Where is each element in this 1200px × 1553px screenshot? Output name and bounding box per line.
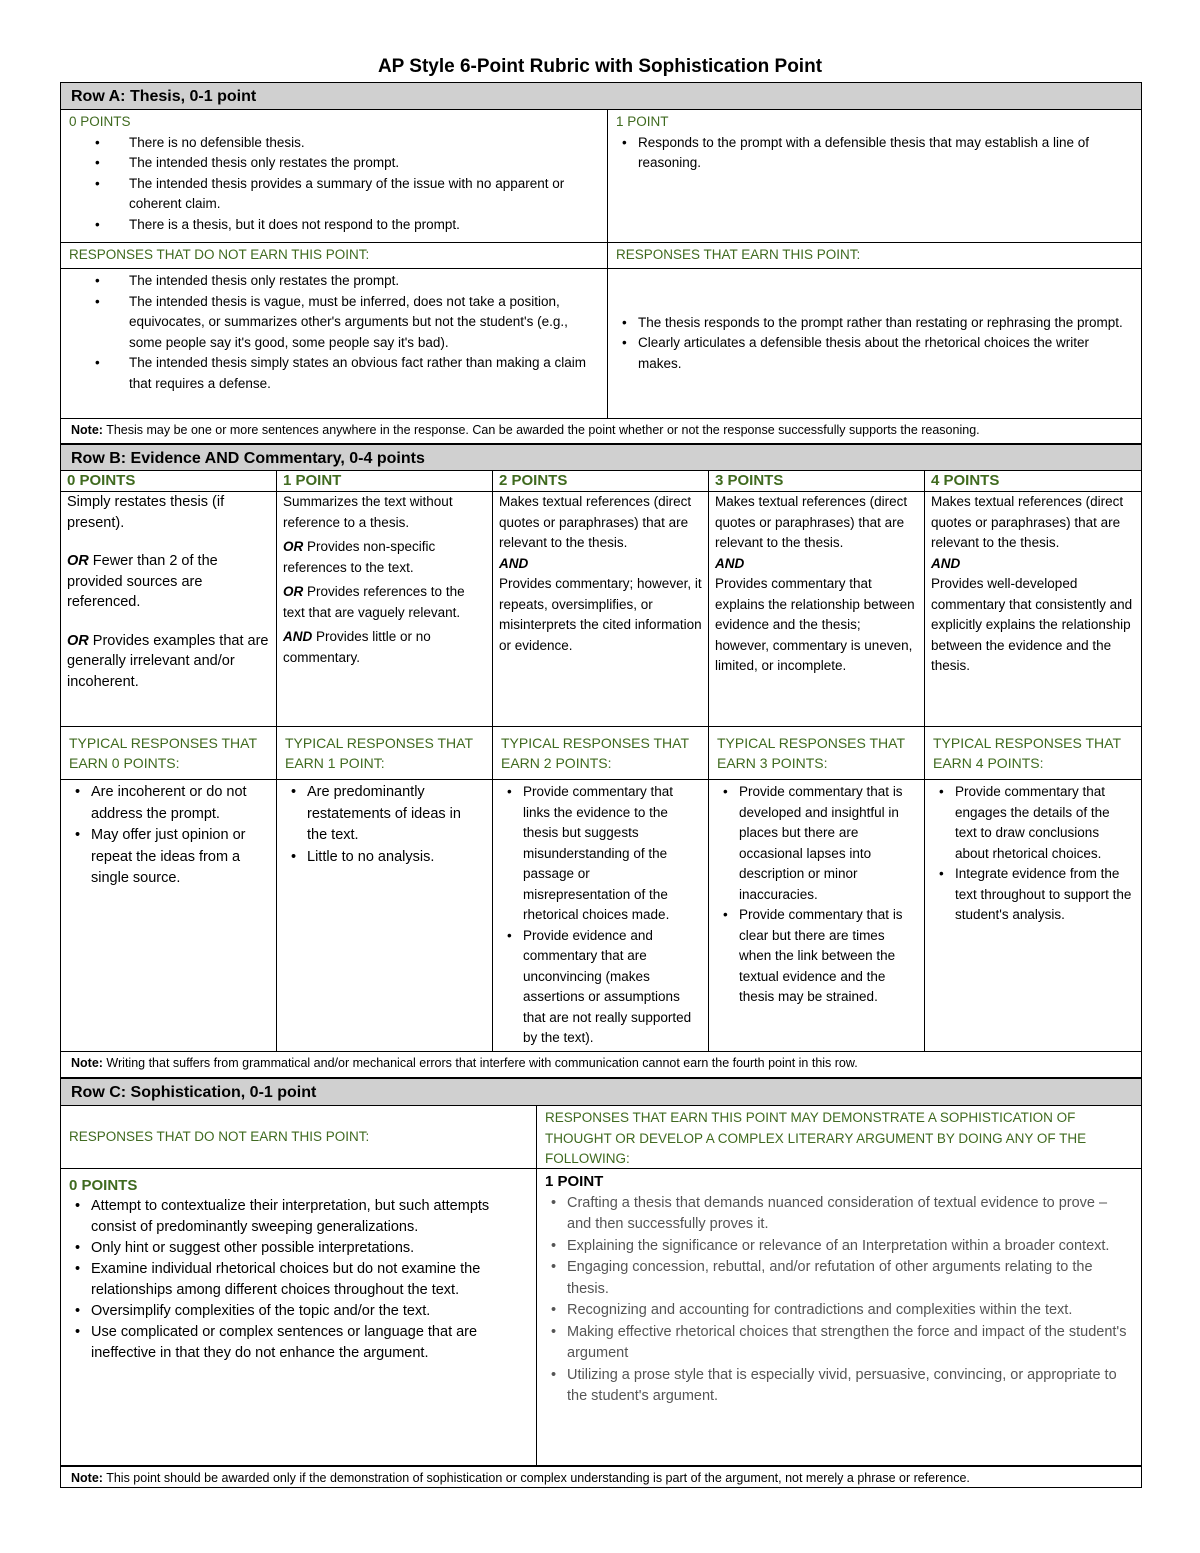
list-item: • Integrate evidence from the text throughout to support the student's analysis. bbox=[933, 864, 1133, 926]
list-item: • Are incoherent or do not address the prompt. bbox=[69, 782, 268, 825]
row-b-typical-label: TYPICAL RESPONSES THAT EARN 2 POINTS: bbox=[501, 734, 689, 771]
row-b-typical-label: TYPICAL RESPONSES THAT EARN 0 POINTS: bbox=[69, 734, 257, 771]
page-title: AP Style 6-Point Rubric with Sophistication Point bbox=[377, 56, 823, 77]
list-item: • The intended thesis is vague, must be inferred, does not take a position, equivocates, or summarizes other's arguments but not the student's (e.g., some people say it's good, some people say it's bad). bbox=[69, 292, 599, 354]
row-c-section bbox=[60, 1078, 1142, 1488]
row-b-desc-cell bbox=[493, 471, 709, 727]
row-b-note-label: Note: bbox=[71, 1056, 103, 1070]
connector-word: AND bbox=[715, 555, 745, 571]
list-item: • Oversimplify complexities of the topic and/or the text. bbox=[69, 1301, 528, 1322]
row-b-desc-text: OR Provides non-specific references to the text. bbox=[283, 539, 436, 575]
row-b-typical-cell bbox=[709, 727, 925, 780]
row-b-desc-text bbox=[499, 554, 702, 575]
connector-word: OR bbox=[67, 632, 89, 649]
row-b-bullets-cell bbox=[277, 780, 493, 1051]
row-b-grid bbox=[61, 471, 1141, 1052]
row-a-note-label: Note: bbox=[71, 423, 103, 437]
row-b-bullets-cell bbox=[709, 780, 925, 1051]
row-b-points-label: 1 POINT bbox=[277, 471, 492, 492]
connector-word: OR bbox=[67, 553, 89, 569]
list-item: • May offer just opinion or repeat the ideas from a single source. bbox=[69, 825, 268, 890]
row-c-earn-label: RESPONSES THAT EARN THIS POINT MAY DEMONSTRATE A SOPHISTICATION OF THOUGHT OR DEVELOP A COMPLEX LITERARY ARGUMENT BY DOING ANY OF THE FOLLOWING: bbox=[545, 1110, 1087, 1166]
row-b-desc-cell bbox=[277, 471, 493, 727]
row-b-desc-text: OR Provides references to the text that are vaguely relevant. bbox=[283, 584, 465, 620]
row-b-bullets-cell bbox=[61, 780, 277, 1051]
row-b-typical-cell bbox=[925, 727, 1141, 780]
row-b-desc-text bbox=[931, 554, 1135, 575]
row-a-note-text: Thesis may be one or more sentences anywhere in the response. Can be awarded the point whether or not the response successfully supports the reasoning. bbox=[102, 423, 980, 437]
list-item: • There is a thesis, but it does not respond to the prompt. bbox=[69, 215, 599, 236]
row-b-desc-text: Provides commentary that explains the relationship between evidence and the thesis; however, commentary is uneven, limited, or incomplete. bbox=[715, 576, 915, 673]
row-c-one-label: 1 POINT bbox=[545, 1173, 604, 1190]
connector-word: AND bbox=[283, 629, 313, 644]
list-item: • The intended thesis provides a summary of the issue with no apparent or coherent claim. bbox=[69, 174, 599, 215]
row-c-zero-cell bbox=[61, 1169, 537, 1466]
row-b-desc-text: Summarizes the text without reference to a thesis. bbox=[283, 494, 453, 530]
row-b-desc-text: Makes textual references (direct quotes or paraphrases) that are relevant to the thesis. bbox=[931, 494, 1124, 550]
list-item: • Provide commentary that engages the details of the text to draw conclusions about rhetorical choices. bbox=[933, 782, 1133, 864]
row-c-note-label: Note: bbox=[71, 1471, 103, 1485]
list-item: • Little to no analysis. bbox=[285, 847, 484, 869]
list-item: • Crafting a thesis that demands nuanced consideration of textual evidence to prove – and then successfully proves it. bbox=[545, 1193, 1133, 1236]
row-c-header: Row C: Sophistication, 0-1 point bbox=[61, 1079, 1141, 1106]
list-item: • Provide commentary that links the evidence to the thesis but suggests misunderstanding of the passage or misrepresentation of the rhetorical choices made. bbox=[501, 782, 700, 926]
row-b-typical-label: TYPICAL RESPONSES THAT EARN 3 POINTS: bbox=[717, 734, 905, 771]
row-c-earn-label-cell bbox=[537, 1106, 1141, 1169]
row-b-bullet-list bbox=[69, 782, 268, 890]
row-b-typical-label: TYPICAL RESPONSES THAT EARN 1 POINT: bbox=[285, 734, 473, 771]
row-b-bullet-list bbox=[501, 782, 700, 1049]
row-b-desc-text: Simply restates thesis (if present). bbox=[67, 494, 225, 531]
row-b-desc-text: OR Provides examples that are generally irrelevant and/or incoherent. bbox=[67, 632, 269, 690]
list-item: • The intended thesis only restates the prompt. bbox=[69, 153, 599, 174]
row-a-one-label: 1 POINT bbox=[616, 114, 669, 129]
row-b-bullets-cell bbox=[493, 780, 709, 1051]
row-a-not-earn-label: RESPONSES THAT DO NOT EARN THIS POINT: bbox=[69, 247, 370, 262]
row-b-bullet-list bbox=[285, 782, 484, 868]
row-b-desc-text: OR Fewer than 2 of the provided sources are referenced. bbox=[67, 553, 218, 610]
connector-word: OR bbox=[283, 584, 304, 599]
row-b-note bbox=[61, 1052, 1141, 1074]
row-b-points-label: 2 POINTS bbox=[493, 471, 708, 492]
row-c-not-earn-label: RESPONSES THAT DO NOT EARN THIS POINT: bbox=[69, 1128, 370, 1144]
list-item: • Provide commentary that is developed and insightful in places but there are occasional lapses into description or minor inaccuracies. bbox=[717, 782, 916, 905]
row-a-zero-label: 0 POINTS bbox=[69, 114, 131, 129]
row-a-section bbox=[60, 82, 1142, 444]
row-a-note bbox=[61, 419, 1141, 441]
row-b-typical-label: TYPICAL RESPONSES THAT EARN 4 POINTS: bbox=[933, 734, 1121, 771]
list-item: • Only hint or suggest other possible interpretations. bbox=[69, 1238, 528, 1259]
row-b-desc-cell bbox=[925, 471, 1141, 727]
row-c-one-list bbox=[545, 1193, 1133, 1408]
row-b-points-label: 4 POINTS bbox=[925, 471, 1141, 492]
list-item: • Provide commentary that is clear but there are times when the link between the textual evidence and the thesis may be strained. bbox=[717, 905, 916, 1008]
row-b-section bbox=[60, 444, 1142, 1078]
row-a-earn-list bbox=[616, 313, 1133, 375]
row-a-not-earn-cell bbox=[61, 269, 608, 419]
list-item: • There is no defensible thesis. bbox=[69, 133, 599, 154]
row-b-note-text: Writing that suffers from grammatical and/or mechanical errors that interfere with communication cannot earn the fourth point in this row. bbox=[102, 1056, 858, 1070]
list-item: • Provide evidence and commentary that are unconvincing (makes assertions or assumptions that are not really supported by the text). bbox=[501, 926, 700, 1049]
row-c-zero-list bbox=[69, 1196, 528, 1364]
list-item: • Are predominantly restatements of ideas in the text. bbox=[285, 782, 484, 847]
row-b-desc-text: Provides commentary; however, it repeats, oversimplifies, or misinterprets the cited information or evidence. bbox=[499, 576, 702, 653]
row-b-points-label: 3 POINTS bbox=[709, 471, 924, 492]
row-c-zero-label: 0 POINTS bbox=[69, 1177, 138, 1194]
list-item: • Clearly articulates a defensible thesis about the rhetorical choices the writer makes. bbox=[616, 333, 1133, 374]
row-b-desc-cell bbox=[61, 471, 277, 727]
row-b-typical-cell bbox=[493, 727, 709, 780]
row-b-desc-text: Makes textual references (direct quotes or paraphrases) that are relevant to the thesis. bbox=[499, 494, 692, 550]
connector-word: OR bbox=[283, 539, 304, 554]
connector-word: AND bbox=[499, 555, 529, 571]
row-c-one-cell bbox=[537, 1169, 1141, 1466]
list-item: • Attempt to contextualize their interpretation, but such attempts consist of predominantly sweeping generalizations. bbox=[69, 1196, 528, 1238]
row-a-header: Row A: Thesis, 0-1 point bbox=[61, 83, 1141, 110]
row-b-desc-text bbox=[715, 554, 918, 575]
list-item: • The thesis responds to the prompt rather than restating or rephrasing the prompt. bbox=[616, 313, 1133, 334]
row-b-desc-text: Makes textual references (direct quotes or paraphrases) that are relevant to the thesis. bbox=[715, 494, 908, 550]
row-a-zero-cell bbox=[61, 110, 608, 243]
row-a-earn-label-cell bbox=[608, 243, 1141, 269]
row-b-typical-cell bbox=[61, 727, 277, 780]
row-b-bullet-list bbox=[933, 782, 1133, 926]
list-item: • Making effective rhetorical choices that strengthen the force and impact of the student's argument bbox=[545, 1322, 1133, 1365]
connector-word: AND bbox=[931, 555, 961, 571]
list-item: • Explaining the significance or relevance of an Interpretation within a broader context. bbox=[545, 1236, 1133, 1258]
list-item: • The intended thesis simply states an obvious fact rather than making a claim that requires a defense. bbox=[69, 353, 599, 394]
list-item: • Use complicated or complex sentences or language that are ineffective in that they do not enhance the argument. bbox=[69, 1322, 528, 1364]
row-c-note bbox=[61, 1466, 1141, 1488]
row-b-bullet-list bbox=[717, 782, 916, 1008]
row-a-zero-list bbox=[69, 133, 599, 236]
row-c-not-earn-label-cell bbox=[61, 1106, 537, 1169]
list-item: • Engaging concession, rebuttal, and/or refutation of other arguments relating to the thesis. bbox=[545, 1257, 1133, 1300]
row-a-one-list bbox=[616, 133, 1133, 174]
list-item: • The intended thesis only restates the prompt. bbox=[69, 271, 599, 292]
row-a-not-earn-label-cell bbox=[61, 243, 608, 269]
list-item: • Responds to the prompt with a defensible thesis that may establish a line of reasoning. bbox=[616, 133, 1133, 174]
row-b-desc-text: Provides well-developed commentary that consistently and explicitly explains the relationship between the evidence and the thesis. bbox=[931, 576, 1133, 673]
row-a-not-earn-list bbox=[69, 271, 599, 394]
list-item: • Utilizing a prose style that is especially vivid, persuasive, convincing, or appropriate to the student's argument. bbox=[545, 1365, 1133, 1408]
row-b-bullets-cell bbox=[925, 780, 1141, 1051]
list-item: • Examine individual rhetorical choices but do not examine the relationships among different choices throughout the text. bbox=[69, 1259, 528, 1301]
row-c-note-text: This point should be awarded only if the demonstration of sophistication or complex understanding is part of the argument, not merely a phrase or reference. bbox=[102, 1471, 970, 1485]
list-item: • Recognizing and accounting for contradictions and complexities within the text. bbox=[545, 1300, 1133, 1322]
row-a-one-cell bbox=[608, 110, 1141, 243]
row-b-points-label: 0 POINTS bbox=[61, 471, 276, 492]
row-b-header: Row B: Evidence AND Commentary, 0-4 points bbox=[61, 444, 1141, 471]
row-a-earn-label: RESPONSES THAT EARN THIS POINT: bbox=[616, 247, 861, 262]
row-a-earn-cell bbox=[608, 269, 1141, 419]
row-b-desc-cell bbox=[709, 471, 925, 727]
row-b-desc-text: AND Provides little or no commentary. bbox=[283, 629, 431, 665]
row-b-typical-cell bbox=[277, 727, 493, 780]
